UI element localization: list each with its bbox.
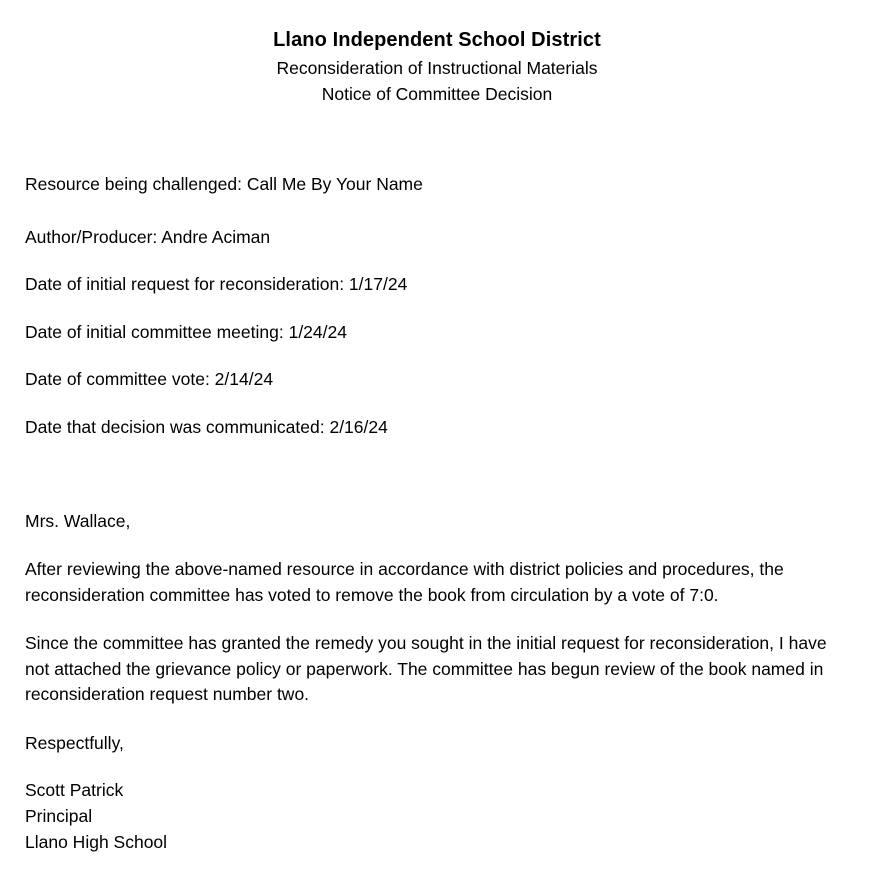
resource-field: Resource being challenged: Call Me By Your Name [25,174,423,194]
request-date-field: Date of initial request for reconsideration: 1/17/24 [25,274,408,294]
signature-title: Principal [25,806,93,826]
district-title: Llano Independent School District [273,29,601,51]
closing: Respectfully, [25,733,124,753]
salutation: Mrs. Wallace, [25,511,131,531]
communicated-date-field: Date that decision was communicated: 2/16/24 [25,417,388,437]
signature-name: Scott Patrick [25,780,124,800]
letter-paragraph-decision: After reviewing the above-named resource in accordance with district policies and procedures, the reconsideration committee has voted to remove the book from circulation by a vote of 7:0. [25,559,784,605]
vote-date-field: Date of committee vote: 2/14/24 [25,369,274,389]
author-field: Author/Producer: Andre Aciman [25,227,271,247]
meeting-date-field: Date of initial committee meeting: 1/24/24 [25,322,347,342]
notice-subtitle: Notice of Committee Decision [321,84,553,104]
signature-school: Llano High School [25,832,168,852]
document-subtitle: Reconsideration of Instructional Materials [276,58,598,78]
letter-paragraph-remedy: Since the committee has granted the remedy you sought in the initial request for reconsideration, I have not attached the grievance policy or paperwork. The committee has begun review of the book named in reconsideration request number two. [25,633,827,704]
